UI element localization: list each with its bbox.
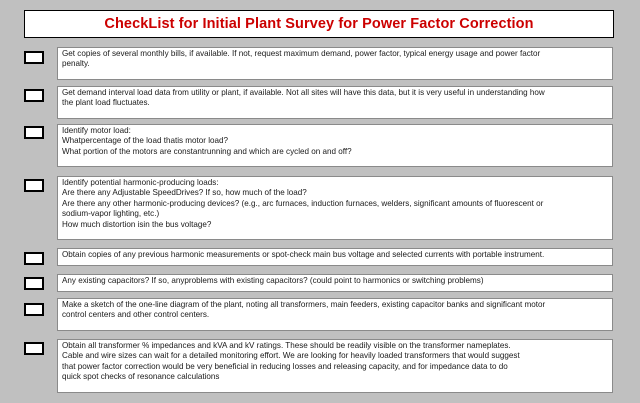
checkbox[interactable] [24, 51, 44, 64]
checklist-item-text: Get copies of several monthly bills, if available. If not, request maximum demand, power factor, typical energy usage and power factor penalty. [57, 47, 613, 80]
page-title: CheckList for Initial Plant Survey for Power Factor Correction [104, 16, 534, 32]
checklist-item-text: Any existing capacitors? If so, anyproblems with existing capacitors? (could point to harmonics or switching problems) [57, 274, 613, 292]
checkbox[interactable] [24, 252, 44, 265]
checklist-item-text: Get demand interval load data from utility or plant, if available. Not all sites will have this data, but it is very useful in understanding how the plant load fluctuates. [57, 86, 613, 119]
checklist-item-text: Make a sketch of the one-line diagram of the plant, noting all transformers, main feeders, existing capacitor banks and significant motor control centers and other control centers. [57, 298, 613, 331]
checkbox[interactable] [24, 342, 44, 355]
checkbox[interactable] [24, 126, 44, 139]
checkbox[interactable] [24, 303, 44, 316]
checklist-item-text: Identify motor load: Whatpercentage of the load thatis motor load? What portion of the motors are constantrunning and which are cycled on and off? [57, 124, 613, 167]
checkbox[interactable] [24, 179, 44, 192]
checkbox[interactable] [24, 277, 44, 290]
checklist-item-text: Obtain copies of any previous harmonic measurements or spot-check main bus voltage and selected currents with portable instrument. [57, 248, 613, 266]
checklist-item-text: Obtain all transformer % impedances and kVA and kV ratings. These should be readily visible on the transformer nameplates. Cable and wire sizes can wait for a detailed monitoring effort. We are looking for heavily loaded transformers that would suggest that power factor correction would be very beneficial in reducing losses and releasing capacity, and for impedance data to do quick spot checks of resonance calculations [57, 339, 613, 393]
title-box [24, 10, 614, 38]
checklist-item-text: Identify potential harmonic-producing loads: Are there any Adjustable SpeedDrives? If so, how much of the load? Are there any other harmonic-producing devices? (e.g., arc furnaces, induction furnaces, welders, significant amounts of fluorescent or sodium-vapor lighting, etc.) How much distortion isin the bus voltage? [57, 176, 613, 240]
checkbox[interactable] [24, 89, 44, 102]
